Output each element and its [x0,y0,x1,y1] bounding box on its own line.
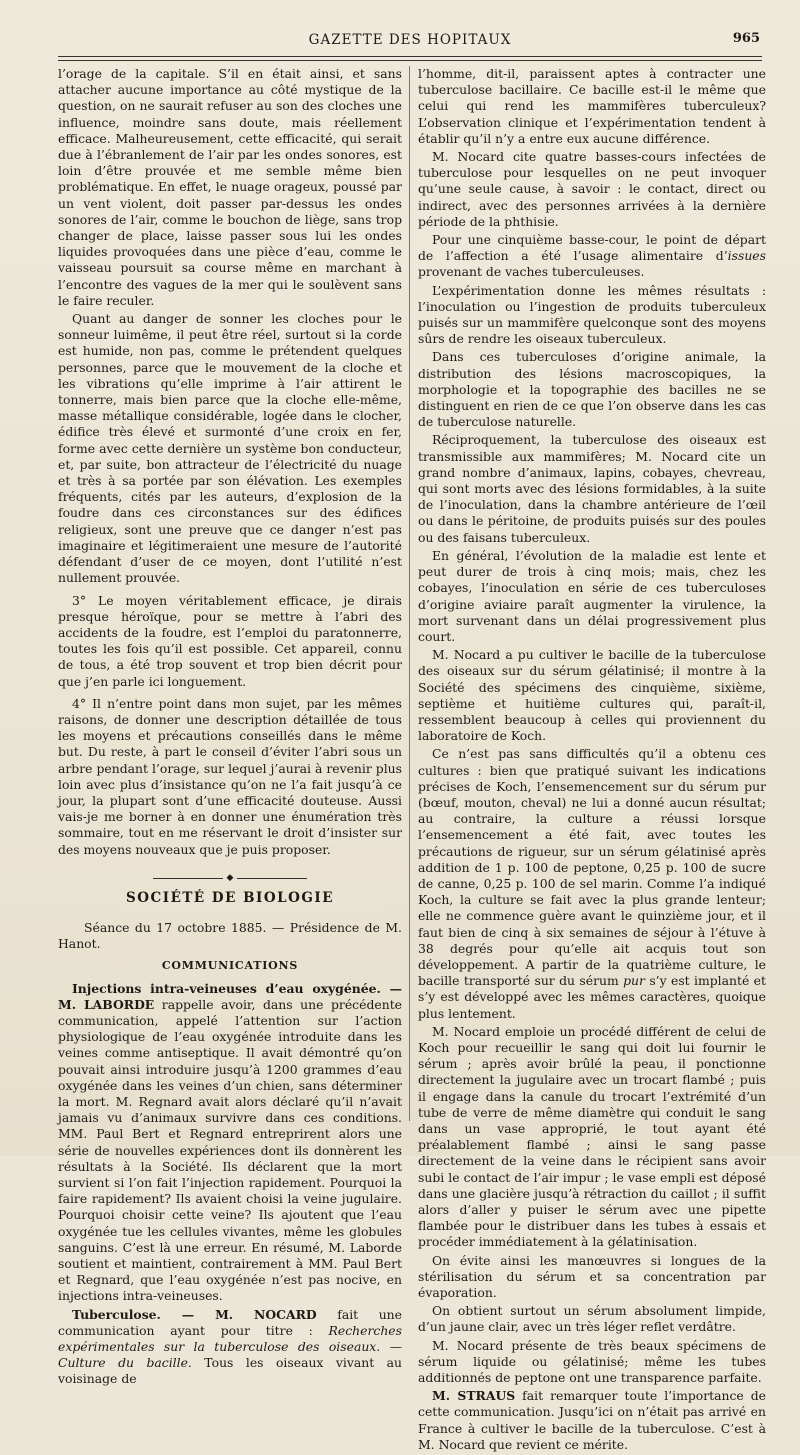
paper-title: Recherches expérimentales sur la tuberculose des oiseaux. — Culture du bacille. [58,1322,402,1371]
communications-heading: COMMUNICATIONS [161,959,299,973]
paragraph: Réciproquement, la tuberculose des oiseaux est transmissible aux mammifères; M. Nocard cite un grand nombre d’animaux, lapins, cobayes, chevreau, qui sont morts avec des lésions formidables, à la suite de l’inoculation, dans la chambre antérieure de l’œil ou dans le péritoine, de produits puisés sur des poules ou des faisans tuberculeux. [418,432,766,545]
column-divider [409,66,410,1121]
paragraph: M. Nocard a pu cultiver le bacille de la tuberculose des oiseaux sur du sérum gélatinisé; il montre à la Société des spécimens des cinquième, sixième, septième et huitième cultures qui, paraît-il, ressemblent beaucoup à celles qui proviennent du laboratoire de Koch. [418,647,766,744]
paragraph: Ce n’est pas sans difficultés qu’il a obtenu ces cultures : bien que pratiqué suivant les indications précises de Koch, l’ensemencement sur du sérum pur (bœuf, mouton, cheval) ne lui a donné aucun résultat; au contraire, la culture a réussi lorsque l’ensemencement a été fait, avec toutes les précautions de rigueur, sur un sérum gélatinisé après addition de 1 p. 100 de peptone, 0,25 p. 100 de sucre de canne, 0,25 p. 100 de sel marin. Comme l’a indiqué Koch, la culture se fait avec la plus grande lenteur; elle ne commence guère avant le quinzième jour, et il faut bien de cinq à six semaines de séjour à l’étuve à 38 degrés pour qu’elle ait acquis tout son développement. A partir de la quatrième culture, le bacille transporté sur du sérum pur s’y est implanté et s’y est développé avec les mêmes caractères, quoique plus lentement. [418,746,766,1021]
paragraph: En général, l’évolution de la maladie est lente et peut durer de trois à cinq mois; mais, chez les cobayes, l’inoculation en série de ces tuberculoses d’origine aviaire paraît augmenter la virulence, la mort survenant dans un délai progressivement plus court. [418,547,766,644]
paragraph: M. Nocard présente de très beaux spécimens de sérum liquide ou gélatinisé; même les tubes additionnés de peptone ont une transparence parfaite. [418,1337,766,1386]
section-ornament: ◆ [58,870,402,878]
session-line: Séance du 17 octobre 1885. — Présidence de M. Hanot. [58,919,402,952]
paragraph: 3° Le moyen véritablement efficace, je dirais presque héroïque, pour se mettre à l’abri des accidents de la foudre, est l’emploi du paratonnerre, toutes les fois qu’il est possible. Cet appareil, connu de tous, a été trop souvent et trop bien décrit pour que j’en parle ici longuement. [58,592,402,689]
paragraph: L’expérimentation donne les mêmes résultats : l’inoculation ou l’ingestion de produits tuberculeux puisés sur un mammifère quelconque sont des moyens sûrs de rendre les oiseaux tuberculeux. [418,282,766,347]
header-rule [58,56,762,61]
paragraph: 4° Il n’entre point dans mon sujet, par les mêmes raisons, de donner une description détaillée de tous les moyens et précautions conseillés dans le même but. Du reste, à part le conseil d’éviter l’abri sous un arbre pendant l’orage, sur lequel j’aurai à revenir plus loin avec plus d’insistance qu’on ne l’a fait jusqu’à ce jour, la plupart sont d’une efficacité douteuse. Aussi vais-je me borner à en donner une énumération très sommaire, tout en me réservant le droit d’insister sur des moyens nouveaux que je puis proposer. [58,695,402,857]
run-in-heading: Tuberculose. — M. NOCARD [72,1306,317,1322]
paragraph: Dans ces tuberculoses d’origine animale, la distribution des lésions macroscopiques, la morphologie et la topographie des bacilles ne se distinguent en rien de ce que l’on observe dans les cas de tuberculose naturelle. [418,349,766,430]
paragraph: l’homme, dit-il, paraissent aptes à contracter une tuberculose bacillaire. Ce bacille est-il le même que celui qui rend les mammifères tuberculeux? L’observation clinique et l’expérimentation tendent à établir qu’il n’y a entre eux aucune différence. [418,66,766,146]
page-number: 965 [732,31,760,46]
right-column [418,66,766,1455]
section-title: SOCIÉTÉ DE BIOLOGIE [126,889,334,906]
run-in-heading: Injections intra-veineuses d’eau oxygénée. — M. LABORDE [58,980,402,1012]
paragraph: Injections intra-veineuses d’eau oxygénée. — M. LABORDE rappelle avoir, dans une précédente communication, appelé l’attention sur l’action physiologique de l’eau oxygénée introduite dans les veines comme antiseptique. Il avait démontré qu’on pouvait ainsi introduire jusqu’à 1200 grammes d’eau oxygénée dans les veines d’un chien, sans déterminer la mort. M. Regnard avait alors déclaré qu’il n’avait jamais vu d’animaux survivre dans ces conditions. MM. Paul Bert et Regnard entreprirent alors une série de nouvelles expériences dont ils donnèrent les résultats à la Société. Ils déclarent que la mort survient si l’on fait l’injection rapidement. Pourquoi la faire rapidement? Ils avaient choisi la veine jugulaire. Pourquoi choisir cette veine? Ils ajoutent que l’eau oxygénée tue les cellules vivantes, même les globules sanguins. C’est là une erreur. En résumé, M. Laborde soutient et maintient, contrairement à MM. Paul Bert et Regnard, que l’eau oxygénée n’est pas nocive, en injections intra-veineuses. [58,980,403,1304]
paragraph: M. Nocard emploie un procédé différent de celui de Koch pour recueillir le sang qui doit lui fournir le sérum ; après avoir brûlé la peau, il ponctionne directement la jugulaire avec un trocart flambé ; puis il engage dans la canule du trocart l’extrémité d’un tube de verre de même diamètre qui conduit le sang dans un vase approprié, le tout ayant été préalablement flambé ; ainsi le sang passe directement de la veine dans le récipient sans avoir subi le contact de l’air impur ; le vase empli est déposé dans une glacière jusqu’à rétraction du caillot ; il suffit alors d’aller y puiser le sérum avec une pipette flambée pour le distribuer dans les tubes à essais et procéder immédiatement à la gélatinisation. [418,1023,766,1250]
paragraph: M. Nocard cite quatre basses-cours infectées de tuberculose pour lesquelles on ne peut invoquer qu’une seule cause, à savoir : le contact, direct ou indirect, avec des personnes arrivées à la dernière période de la phthisie. [418,149,766,229]
paragraph: On obtient surtout un sérum absolument limpide, d’un jaune clair, avec un très léger reflet verdâtre. [418,1303,766,1335]
paragraph: M. STRAUS fait remarquer toute l’importance de cette communication. Jusqu’ici on n’était pas arrivé en France à cultiver le bacille de la tuberculose. C’est à M. Nocard que revient ce mérite. [418,1388,766,1452]
run-in-heading: M. STRAUS [432,1388,516,1404]
journal-title: GAZETTE DES HOPITAUX [308,32,512,48]
paragraph: Tuberculose. — M. NOCARD fait une communication ayant pour titre : Recherches expérimentales sur la tuberculose des oiseaux. — Culture du bacille. Tous les oiseaux vivant au voisinage de [58,1306,402,1387]
paragraph: On évite ainsi les manœuvres si longues de la stérilisation du sérum et sa concentration par évaporation. [418,1252,766,1301]
paragraph: Quant au danger de sonner les cloches pour le sonneur luimême, il peut être réel, surtout si la corde est humide, non pas, comme le prétendent quelques personnes, parce que le mouvement de la cloche et les vibrations qu’elle imprime à l’air attirent le tonnerre, mais bien parce que la cloche elle-même, masse métallique considérable, logée dans le clocher, édifice très élevé et surmonté d’une croix en fer, forme avec cette dernière un système bon conducteur, et, par suite, bon attracteur de l’électricité du nuage et très à sa portée par son élévation. Les exemples fréquents, cités par les auteurs, d’explosion de la foudre dans ces circonstances sur des édifices religieux, sont une preuve que ce danger n’est pas imaginaire et légitimeraient une mesure de l’autorité défendant d’user de ce moyen, dont l’utilité n’est nullement prouvée. [58,311,402,586]
paragraph: l’orage de la capitale. S’il en était ainsi, et sans attacher aucune importance au côté mystique de la question, on ne saurait refuser au son des cloches une influence, moindre sans doute, mais réellement efficace. Malheureusement, cette efficacité, qui serait due à l’ébranlement de l’air par les ondes sonores, est loin d’être prouvée et me semble même bien problématique. En effet, le nuage orageux, poussé par un vent violent, doit passer par-dessus les ondes sonores de l’air, comme le bouchon de liège, sans trop changer de place, laisse passer sous lui les ondes liquides provoquées dans une pièce d’eau, comme le vaisseau poursuit sa course même en marchant à l’encontre des vagues de la mer qui le soulèvent sans le faire reculer. [58,66,402,308]
paragraph: Pour une cinquième basse-cour, le point de départ de l’affection a été l’usage alimentaire d’issues provenant de vaches tuberculeuses. [418,232,766,280]
left-column [58,66,402,1390]
running-header [58,30,762,52]
